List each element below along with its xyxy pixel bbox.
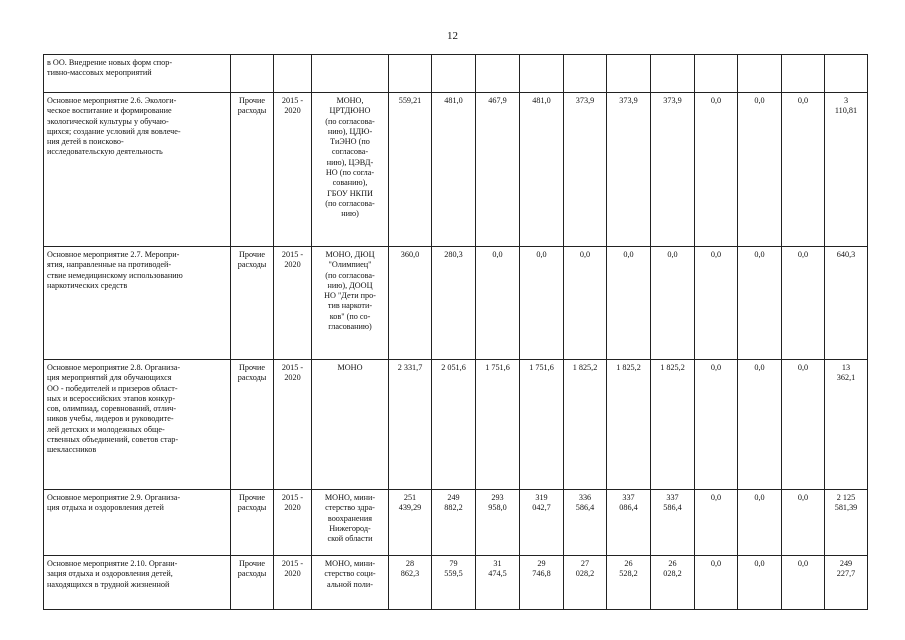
value-cell: 0,0 (782, 360, 825, 490)
value-cell: 373,9 (651, 93, 695, 247)
value-cell: 27 028,2 (564, 556, 607, 610)
value-cell: 1 751,6 (520, 360, 564, 490)
value-cell (564, 55, 607, 93)
executor-cell: МОНО, ЦРТДЮНО (по согласова- нию), ЦДЮ- ТиЭНО (по согласова- нию), ЦЭВД- НО (по согла- сованию), ГБОУ НКПИ (по согласова- нию) (312, 93, 389, 247)
executor-cell: МОНО, ДЮЦ "Олимпиец" (по согласова- нию), ДООЦ НО "Дети про- тив наркоти- ков" (по со- гласованию) (312, 247, 389, 360)
value-cell: 249 882,2 (432, 490, 476, 556)
expense-type-cell: Прочие расходы (231, 556, 274, 610)
value-cell: 0,0 (520, 247, 564, 360)
expense-type-cell: Прочие расходы (231, 360, 274, 490)
total-value-cell: 2 125 581,39 (825, 490, 868, 556)
value-cell: 0,0 (695, 360, 738, 490)
value-cell: 0,0 (564, 247, 607, 360)
value-cell: 0,0 (782, 490, 825, 556)
value-cell: 0,0 (738, 247, 782, 360)
value-cell: 0,0 (476, 247, 520, 360)
budget-table (43, 54, 868, 610)
value-cell: 26 528,2 (607, 556, 651, 610)
value-cell: 319 042,7 (520, 490, 564, 556)
period-cell: 2015 - 2020 (274, 556, 312, 610)
value-cell: 337 086,4 (607, 490, 651, 556)
value-cell: 336 586,4 (564, 490, 607, 556)
period-cell (274, 55, 312, 93)
value-cell: 293 958,0 (476, 490, 520, 556)
value-cell: 0,0 (695, 247, 738, 360)
measure-description-cell: Основное мероприятие 2.9. Организа- ция отдыха и оздоровления детей (44, 490, 231, 556)
table-row (44, 247, 868, 360)
value-cell: 0,0 (651, 247, 695, 360)
table-row (44, 490, 868, 556)
value-cell: 0,0 (695, 93, 738, 247)
table-row (44, 360, 868, 490)
value-cell: 1 825,2 (564, 360, 607, 490)
value-cell: 481,0 (432, 93, 476, 247)
value-cell: 360,0 (389, 247, 432, 360)
value-cell: 0,0 (782, 247, 825, 360)
measure-description-cell: Основное мероприятие 2.10. Органи- зация отдыха и оздоровления детей, находящихся в трудной жизненной (44, 556, 231, 610)
value-cell (389, 55, 432, 93)
value-cell: 0,0 (782, 556, 825, 610)
measure-description-cell: Основное мероприятие 2.7. Меропри- ятия, направленные на противодей- ствие немедицинскому использованию наркотических средств (44, 247, 231, 360)
value-cell (695, 55, 738, 93)
value-cell: 337 586,4 (651, 490, 695, 556)
value-cell: 559,21 (389, 93, 432, 247)
expense-type-cell: Прочие расходы (231, 247, 274, 360)
total-value-cell: 640,3 (825, 247, 868, 360)
value-cell: 1 825,2 (651, 360, 695, 490)
measure-description-cell: Основное мероприятие 2.6. Экологи- ческое воспитание и формирование экологической культуры у обучаю- щихся; создание условий для вовлече- ния детей в поисково- исследовательскую деятельность (44, 93, 231, 247)
total-value-cell: 3 110,81 (825, 93, 868, 247)
expense-type-cell: Прочие расходы (231, 490, 274, 556)
value-cell: 0,0 (607, 247, 651, 360)
value-cell (520, 55, 564, 93)
period-cell: 2015 - 2020 (274, 247, 312, 360)
value-cell (651, 55, 695, 93)
value-cell: 2 331,7 (389, 360, 432, 490)
executor-cell: МОНО, мини- стерство соци- альной поли- (312, 556, 389, 610)
total-value-cell (825, 55, 868, 93)
total-value-cell: 249 227,7 (825, 556, 868, 610)
value-cell: 280,3 (432, 247, 476, 360)
total-value-cell: 13 362,1 (825, 360, 868, 490)
value-cell: 0,0 (695, 490, 738, 556)
value-cell: 1 751,6 (476, 360, 520, 490)
value-cell: 1 825,2 (607, 360, 651, 490)
value-cell (432, 55, 476, 93)
measure-description-cell: в ОО. Внедрение новых форм спор- тивно-массовых мероприятий (44, 55, 231, 93)
value-cell: 0,0 (738, 360, 782, 490)
measure-description-cell: Основное мероприятие 2.8. Организа- ция мероприятий для обучающихся ОО - победителей и призеров област- ных и всероссийских этапов конкур- сов, олимпиад, соревнований, отлич- ников учебы, лидеров и руководите- лей детских и молодежных обще- ственных объединений, советов стар- шеклассников (44, 360, 231, 490)
value-cell: 251 439,29 (389, 490, 432, 556)
period-cell: 2015 - 2020 (274, 93, 312, 247)
value-cell: 373,9 (564, 93, 607, 247)
period-cell: 2015 - 2020 (274, 490, 312, 556)
value-cell: 0,0 (738, 93, 782, 247)
value-cell: 481,0 (520, 93, 564, 247)
executor-cell (312, 55, 389, 93)
executor-cell: МОНО (312, 360, 389, 490)
value-cell: 0,0 (738, 490, 782, 556)
value-cell (738, 55, 782, 93)
value-cell: 29 746,8 (520, 556, 564, 610)
value-cell: 0,0 (782, 93, 825, 247)
value-cell: 26 028,2 (651, 556, 695, 610)
table-row (44, 556, 868, 610)
value-cell (607, 55, 651, 93)
value-cell: 0,0 (738, 556, 782, 610)
value-cell: 31 474,5 (476, 556, 520, 610)
value-cell: 28 862,3 (389, 556, 432, 610)
value-cell: 79 559,5 (432, 556, 476, 610)
page-number: 12 (447, 30, 458, 42)
value-cell (782, 55, 825, 93)
table-row (44, 93, 868, 247)
expense-type-cell: Прочие расходы (231, 93, 274, 247)
value-cell: 0,0 (695, 556, 738, 610)
period-cell: 2015 - 2020 (274, 360, 312, 490)
table-row (44, 55, 868, 93)
value-cell: 373,9 (607, 93, 651, 247)
executor-cell: МОНО, мини- стерство здра- воохранения Нижегород- ской области (312, 490, 389, 556)
value-cell: 2 051,6 (432, 360, 476, 490)
value-cell (476, 55, 520, 93)
expense-type-cell (231, 55, 274, 93)
value-cell: 467,9 (476, 93, 520, 247)
